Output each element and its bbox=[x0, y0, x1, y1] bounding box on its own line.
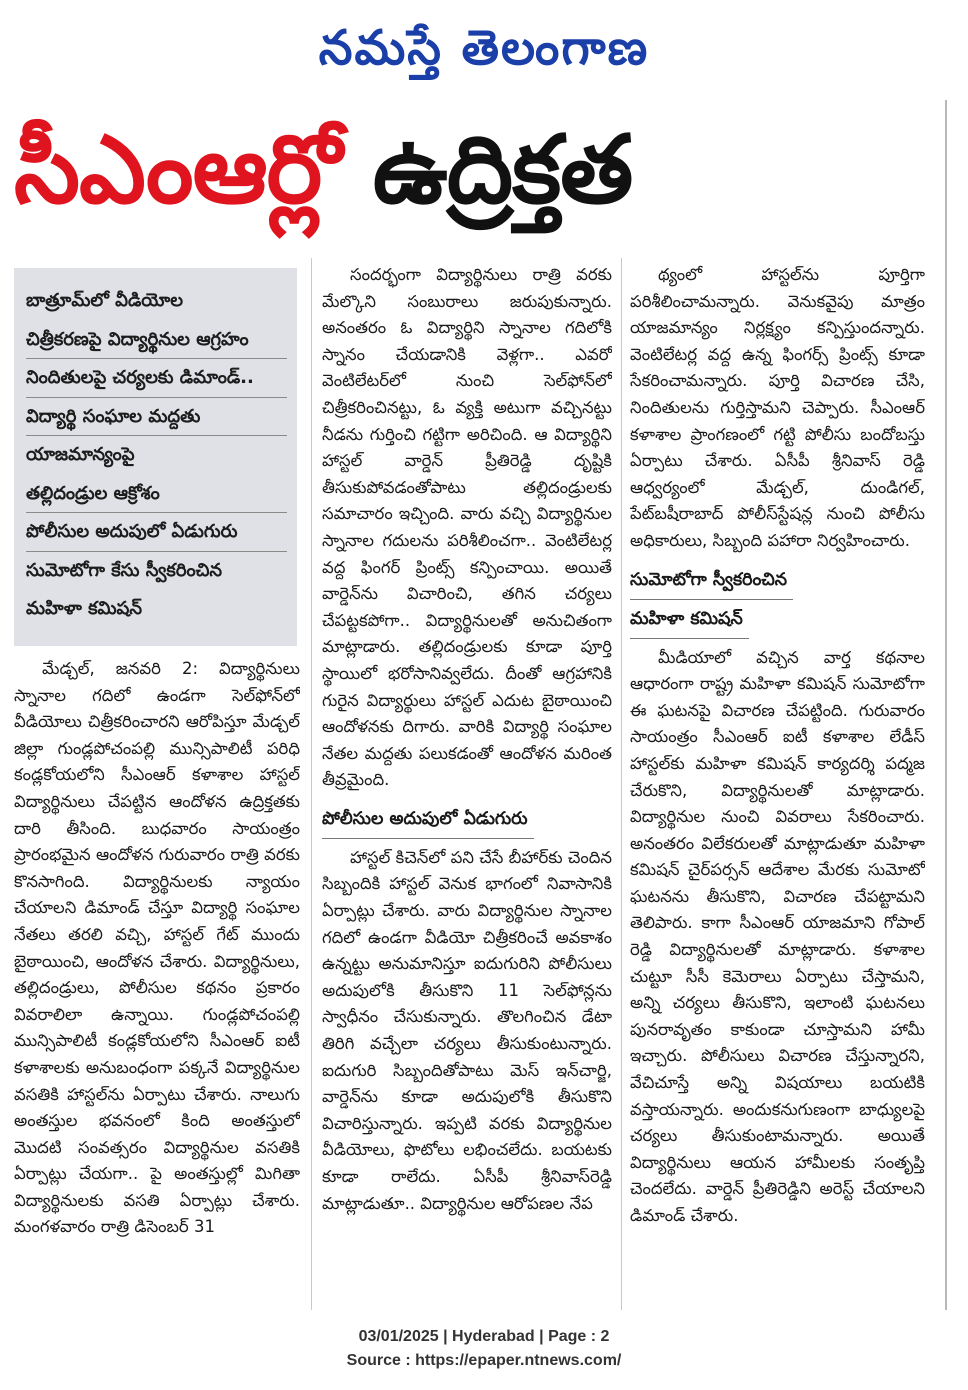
column-2-paragraph-1: సందర్భంగా విద్యార్థినులు రాత్రి వరకు మేల్కొని సంబురాలు జరుపుకున్నారు. అనంతరం ఓ విద్యార్థిని స్నానాల గదిలోకి స్నానం చేయడానికి వెళ్లగా.. ఎవరో వెంటిలేటర్‌లో నుంచి సెల్‌ఫోన్‌లో చిత్రీకరించినట్టు, ఓ వ్యక్తి అటుగా వచ్చినట్టు నీడను గుర్తించి గట్టిగా అరిచింది. ఆ విద్యార్థిని హాస్టల్‌ వార్డెన్‌ ప్రీతిరెడ్డి దృష్టికి తీసుకుపోవడంతోపాటు తల్లిదండ్రులకు సమాచారం ఇచ్చింది. వారు వచ్చి విద్యార్థినుల స్నానాల గదులను పరిశీలించగా.. వెంటిలేటర్ల వద్ద ఫింగర్‌ ప్రింట్స్‌ కన్పించాయి. అయితే వార్డెన్‌ను విచారించి, తగిన చర్యలు చేపట్టకపోగా.. విద్యార్థినులతో అనుచితంగా మాట్లాడారు. తల్లిదండ్రులకు కూడా పూర్తి స్థాయిలో భరోసానివ్వలేదు. దీంతో ఆగ్రహానికి గురైన విద్యార్థులు హాస్టల్‌ ఎదుట బైఠాయించి ఆందోళనకు దిగారు. వారికి విద్యార్థి సంఘాల నేతల మద్దతు పలుకడంతో ఆందోళన మరింత తీవ్రమైంది. bbox=[322, 265, 612, 790]
highlight-line: నిందితులపై చర్యలకు డిమాండ్.. bbox=[26, 359, 287, 398]
highlight-line: బాత్రూమ్‌లో వీడియోల bbox=[26, 290, 183, 311]
column-2-paragraph-2: హాస్టల్‌ కిచెన్‌లో పని చేసే బీహార్‌కు చెందిన సిబ్బందికి హాస్టల్‌ వెనుక భాగంలో నివాసానికి ఏర్పాట్లు చేశారు. వారు విద్యార్థినుల స్నానాల గదిలో ఉండగా వీడియో చిత్రీకరించే అవకాశం ఉన్నట్టు అనుమానిస్తూ ఐదుగురిని పోలీసులు అదుపులోకి తీసుకొని 11 సెల్‌ఫోన్లను స్వాధీనం చేసుకున్నారు. తొలగించిన డేటా తిరిగి వచ్చేలా చర్యలు తీసుకుంటున్నారు. ఐదుగురి సిబ్బందితోపాటు మెస్‌ ఇన్‌చార్జి, వార్డెన్‌ను కూడా అదుపులోకి తీసుకొని విచారిస్తున్నారు. ఇప్పటి వరకు విద్యార్థినుల వీడియోలు, ఫొటోలు లభించలేదు. బయటకు కూడా రాలేదు. ఏసీపీ శ్రీనివాస్‌రెడ్డి మాట్లాడుతూ.. విద్యార్థినుల ఆరోపణల నేప bbox=[322, 847, 612, 1213]
subheading-women-commission-line-2: మహిళా కమిషన్‌ bbox=[630, 600, 749, 639]
highlights-box bbox=[14, 268, 297, 646]
highlight-line: సుమోటోగా కేసు స్వీకరించిన bbox=[26, 559, 223, 581]
highlight-line: మహిళా కమిషన్ bbox=[26, 598, 142, 619]
headline-black-part: లో ఉద్రిక్తత bbox=[340, 116, 633, 225]
highlight-line: చిత్రీకరణపై విద్యార్థినుల ఆగ్రహం bbox=[26, 321, 287, 360]
article-column-3 bbox=[630, 262, 925, 1312]
article-column-2 bbox=[322, 262, 612, 1312]
column-1-paragraph: మేడ్చల్‌, జనవరి 2: విద్యార్థినులు స్నానాల గదిలో ఉండగా సెల్‌ఫోన్‌లో వీడియోలు చిత్రీకరించారని ఆరోపిస్తూ మేడ్చల్‌ జిల్లా గుండ్లపోచంపల్లి మున్సిపాలిటీ పరిధి కండ్లకోయలోని సీఎంఆర్‌ కళాశాల హాస్టల్‌ విద్యార్థినులు చేపట్టిన ఆందోళన ఉద్రిక్తతకు దారి తీసింది. బుధవారం సాయంత్రం ప్రారంభమైన ఆందోళన గురువారం రాత్రి వరకు కొనసాగింది. విద్యార్థినులకు న్యాయం చేయాలని డిమాండ్‌ చేస్తూ విద్యార్థి సంఘాల నేతలు తరలి వచ్చి, హాస్టల్‌ గేట్‌ ముందు బైఠాయించి, ఆందోళన చేశారు. విద్యార్థినులు, తల్లిదండ్రులు, పోలీసుల కథనం ప్రకారం వివరాలిలా ఉన్నాయి. గుండ్లపోచంపల్లి మున్సిపాలిటీ కండ్లకోయలోని సీఎంఆర్‌ ఐటీ కళాశాలకు అనుబంధంగా పక్కనే విద్యార్థినుల వసతికి హాస్టల్‌ను ఏర్పాటు చేశారు. నాలుగు అంతస్తుల భవనంలో కింది అంతస్తులో మొదటి సంవత్సరం విద్యార్థినుల వసతికి ఏర్పాట్లు చేయగా.. పై అంతస్తుల్లో మిగితా విద్యార్థినులకు వసతి ఏర్పాట్లు చేశారు. మంగళవారం రాత్రి డిసెంబర్‌ 31 bbox=[14, 659, 300, 1237]
subheading-police-custody: పోలీసుల అదుపులో ఏడుగురు bbox=[322, 800, 534, 839]
highlight-line: యాజమాన్యంపై bbox=[26, 444, 135, 465]
article-headline bbox=[14, 96, 934, 246]
column-3-paragraph-2: మీడియాలో వచ్చిన వార్త కథనాల ఆధారంగా రాష్ట్ర మహిళా కమిషన్‌ సుమోటోగా ఈ ఘటనపై విచారణ చేపట్టింది. గురువారం సాయంత్రం సీఎంఆర్‌ ఐటీ కళాశాల లేడీస్‌ హాస్టల్‌కు మహిళా కమిషన్‌ కార్యదర్శి పద్మజ చేరుకొని, విద్యార్థినులతో మాట్లాడారు. విద్యార్థినుల నుంచి వివరాలు సేకరించారు. అనంతరం విలేకరులతో మాట్లాడుతూ మహిళా కమిషన్‌ చైర్‌పర్సన్‌ ఆదేశాల మేరకు సుమోటో ఘటనను తీసుకొని, విచారణ చేపట్టామని తెలిపారు. కాగా సీఎంఆర్‌ యాజమాని గోపాల్‌ రెడ్డి విద్యార్థినులతో మాట్లాడారు. కళాశాల చుట్టూ సీసీ కెమెరాలు ఏర్పాటు చేస్తామని, అన్ని చర్యలు తీసుకొని, ఇలాంటి ఘటనలు పునరావృతం కాకుండా చూస్తామని హామీ ఇచ్చారు. పోలీసులు విచారణ చేస్తున్నారని, వేచిచూస్తే అన్ని విషయాలు బయటికి వస్తాయన్నారు. అందుకనుగుణంగా బాధ్యులపై చర్యలు తీసుకుంటామన్నారు. అయితే విద్యార్థినులు ఆయన హామీలకు సంతృప్తి చెందలేదు. వార్డెన్‌ ప్రీతిరెడ్డిని అరెస్ట్‌ చేయాలని డిమాండ్‌ చేశారు. bbox=[630, 647, 925, 1225]
highlight-line: తల్లిదండ్రుల ఆక్రోశం bbox=[26, 475, 287, 514]
headline-red-part: సీఎంఆర్ bbox=[14, 116, 341, 225]
page-edge-rule bbox=[945, 100, 947, 1310]
newspaper-masthead: నమస్తే తెలంగాణ bbox=[318, 20, 650, 76]
footer-source-link[interactable]: Source : https://epaper.ntnews.com/ bbox=[346, 1352, 622, 1369]
highlight-line: పోలీసుల అదుపులో ఏడుగురు bbox=[26, 513, 287, 552]
highlight-line: విద్యార్థి సంఘాల మద్దతు bbox=[26, 398, 287, 437]
column-divider bbox=[311, 258, 312, 1310]
footer-date-edition: 03/01/2025 | Hyderabad | Page : 2 bbox=[358, 1328, 610, 1345]
column-divider bbox=[621, 258, 622, 1310]
column-3-paragraph-1: థ్యంలో హాస్టల్‌ను పూర్తిగా పరిశీలించామన్నారు. వెనుకవైపు మాత్రం యాజమాన్యం నిర్లక్ష్యం కన్పిస్తుందన్నారు. వెంటిలేటర్ల వద్ద ఉన్న ఫింగర్స్‌ ప్రింట్స్‌ కూడా సేకరించామన్నారు. పూర్తి విచారణ చేసి, నిందితులను గుర్తిస్తామని చెప్పారు. సీఎంఆర్‌ కళాశాల ప్రాంగణంలో గట్టి పోలీసు బందోబస్తు ఏర్పాటు చేశారు. ఏసీపీ శ్రీనివాస్‌ రెడ్డి ఆధ్వర్యంలో మేడ్చల్‌, దుండిగల్‌, పేట్‌బషీరాబాద్‌ పోలీస్‌స్టేషన్ల నుంచి పోలీసు అధికారులు, సిబ్బంది పహారా నిర్వహించారు. bbox=[630, 265, 925, 550]
subheading-women-commission-line-1: సుమోటోగా స్వీకరించిన bbox=[630, 561, 793, 600]
article-column-1 bbox=[14, 656, 300, 1312]
